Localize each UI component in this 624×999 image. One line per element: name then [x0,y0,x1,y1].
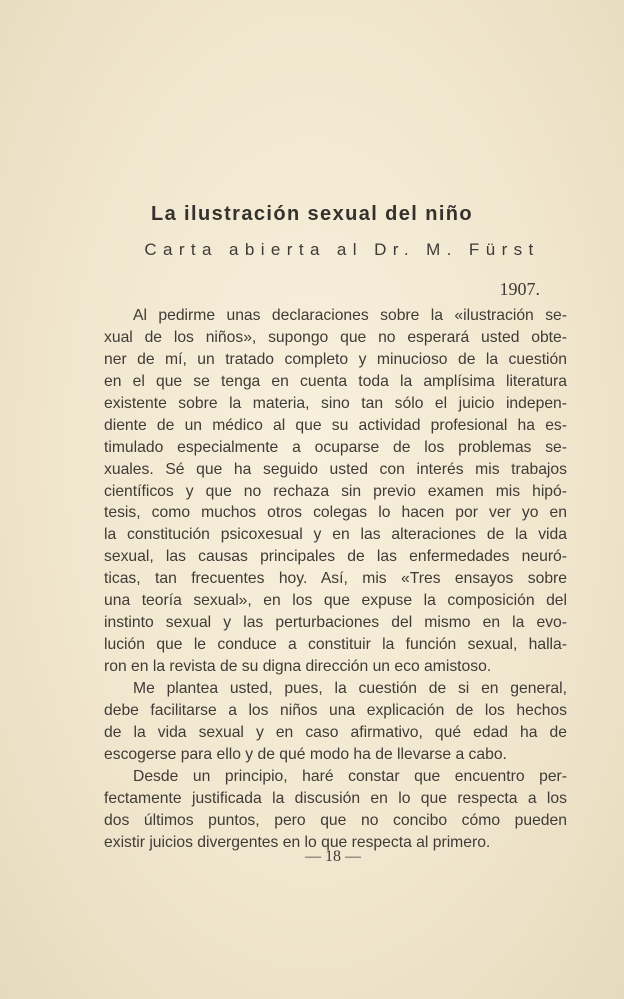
chapter-subtitle: Carta abierta al Dr. M. Fürst [144,240,540,259]
text-line: Desde un principio, haré constar que encuentro per- [133,767,567,785]
text-line: instinto sexual y las perturbaciones del mismo en la evo- [104,614,567,632]
body-text [104,305,567,853]
text-line: diente de un médico al que su actividad profesional ha es- [104,416,567,434]
text-line: xual de los niños», supongo que no esperará usted obte- [104,328,567,346]
text-line: timulado especialmente a ocuparse de los problemas se- [104,438,567,456]
text-line: Al pedirme unas declaraciones sobre la «ilustración se- [133,307,567,324]
text-line: la constitución psicoxesual y en las alteraciones de la vida [104,526,567,544]
text-line: de la vida sexual y en caso afirmativo, qué edad ha de [104,723,567,741]
text-line: debe facilitarse a los niños una explicación de los hechos [104,701,567,719]
text-line: existente sobre la materia, sino tan sólo el juicio indepen- [104,394,567,412]
text-line: ron en la revista de su digna dirección un eco amistoso. [104,658,492,675]
text-line: Me plantea usted, pues, la cuestión de si en general, [133,679,567,697]
text-line: sexual, las causas principales de las enfermedades neuró- [104,548,567,566]
text-line: tesis, como muchos otros colegas lo hacen por ver yo en [104,504,567,522]
text-line: fectamente justificada la discusión en lo que respecta a los [104,789,567,807]
text-line: ticas, tan frecuentes hoy. Así, mis «Tres ensayos sobre [104,570,567,588]
text-line: existir juicios divergentes en lo que respecta al primero. [104,833,491,851]
text-line: xuales. Sé que ha seguido usted con interés mis trabajos [104,460,567,478]
text-line: ner de mí, un tratado completo y minucioso de la cuestión [104,350,567,368]
text-line: en el que se tenga en cuenta toda la amplísima literatura [104,372,567,390]
page-number: — 18 — [305,848,361,865]
text-line: científicos y que no rechaza sin previo examen mis hipó- [104,482,567,500]
letter-year: 1907. [499,279,540,299]
text-line: lución que le conduce a constituir la función sexual, halla- [104,636,567,654]
text-line: escogerse para ello y de qué modo ha de llevarse a cabo. [104,745,507,763]
text-line: dos últimos puntos, pero que no concibo cómo pueden [104,811,567,829]
text-line: una teoría sexual», en los que expuse la composición del [104,592,567,610]
chapter-title: La ilustración sexual del niño [150,203,474,225]
